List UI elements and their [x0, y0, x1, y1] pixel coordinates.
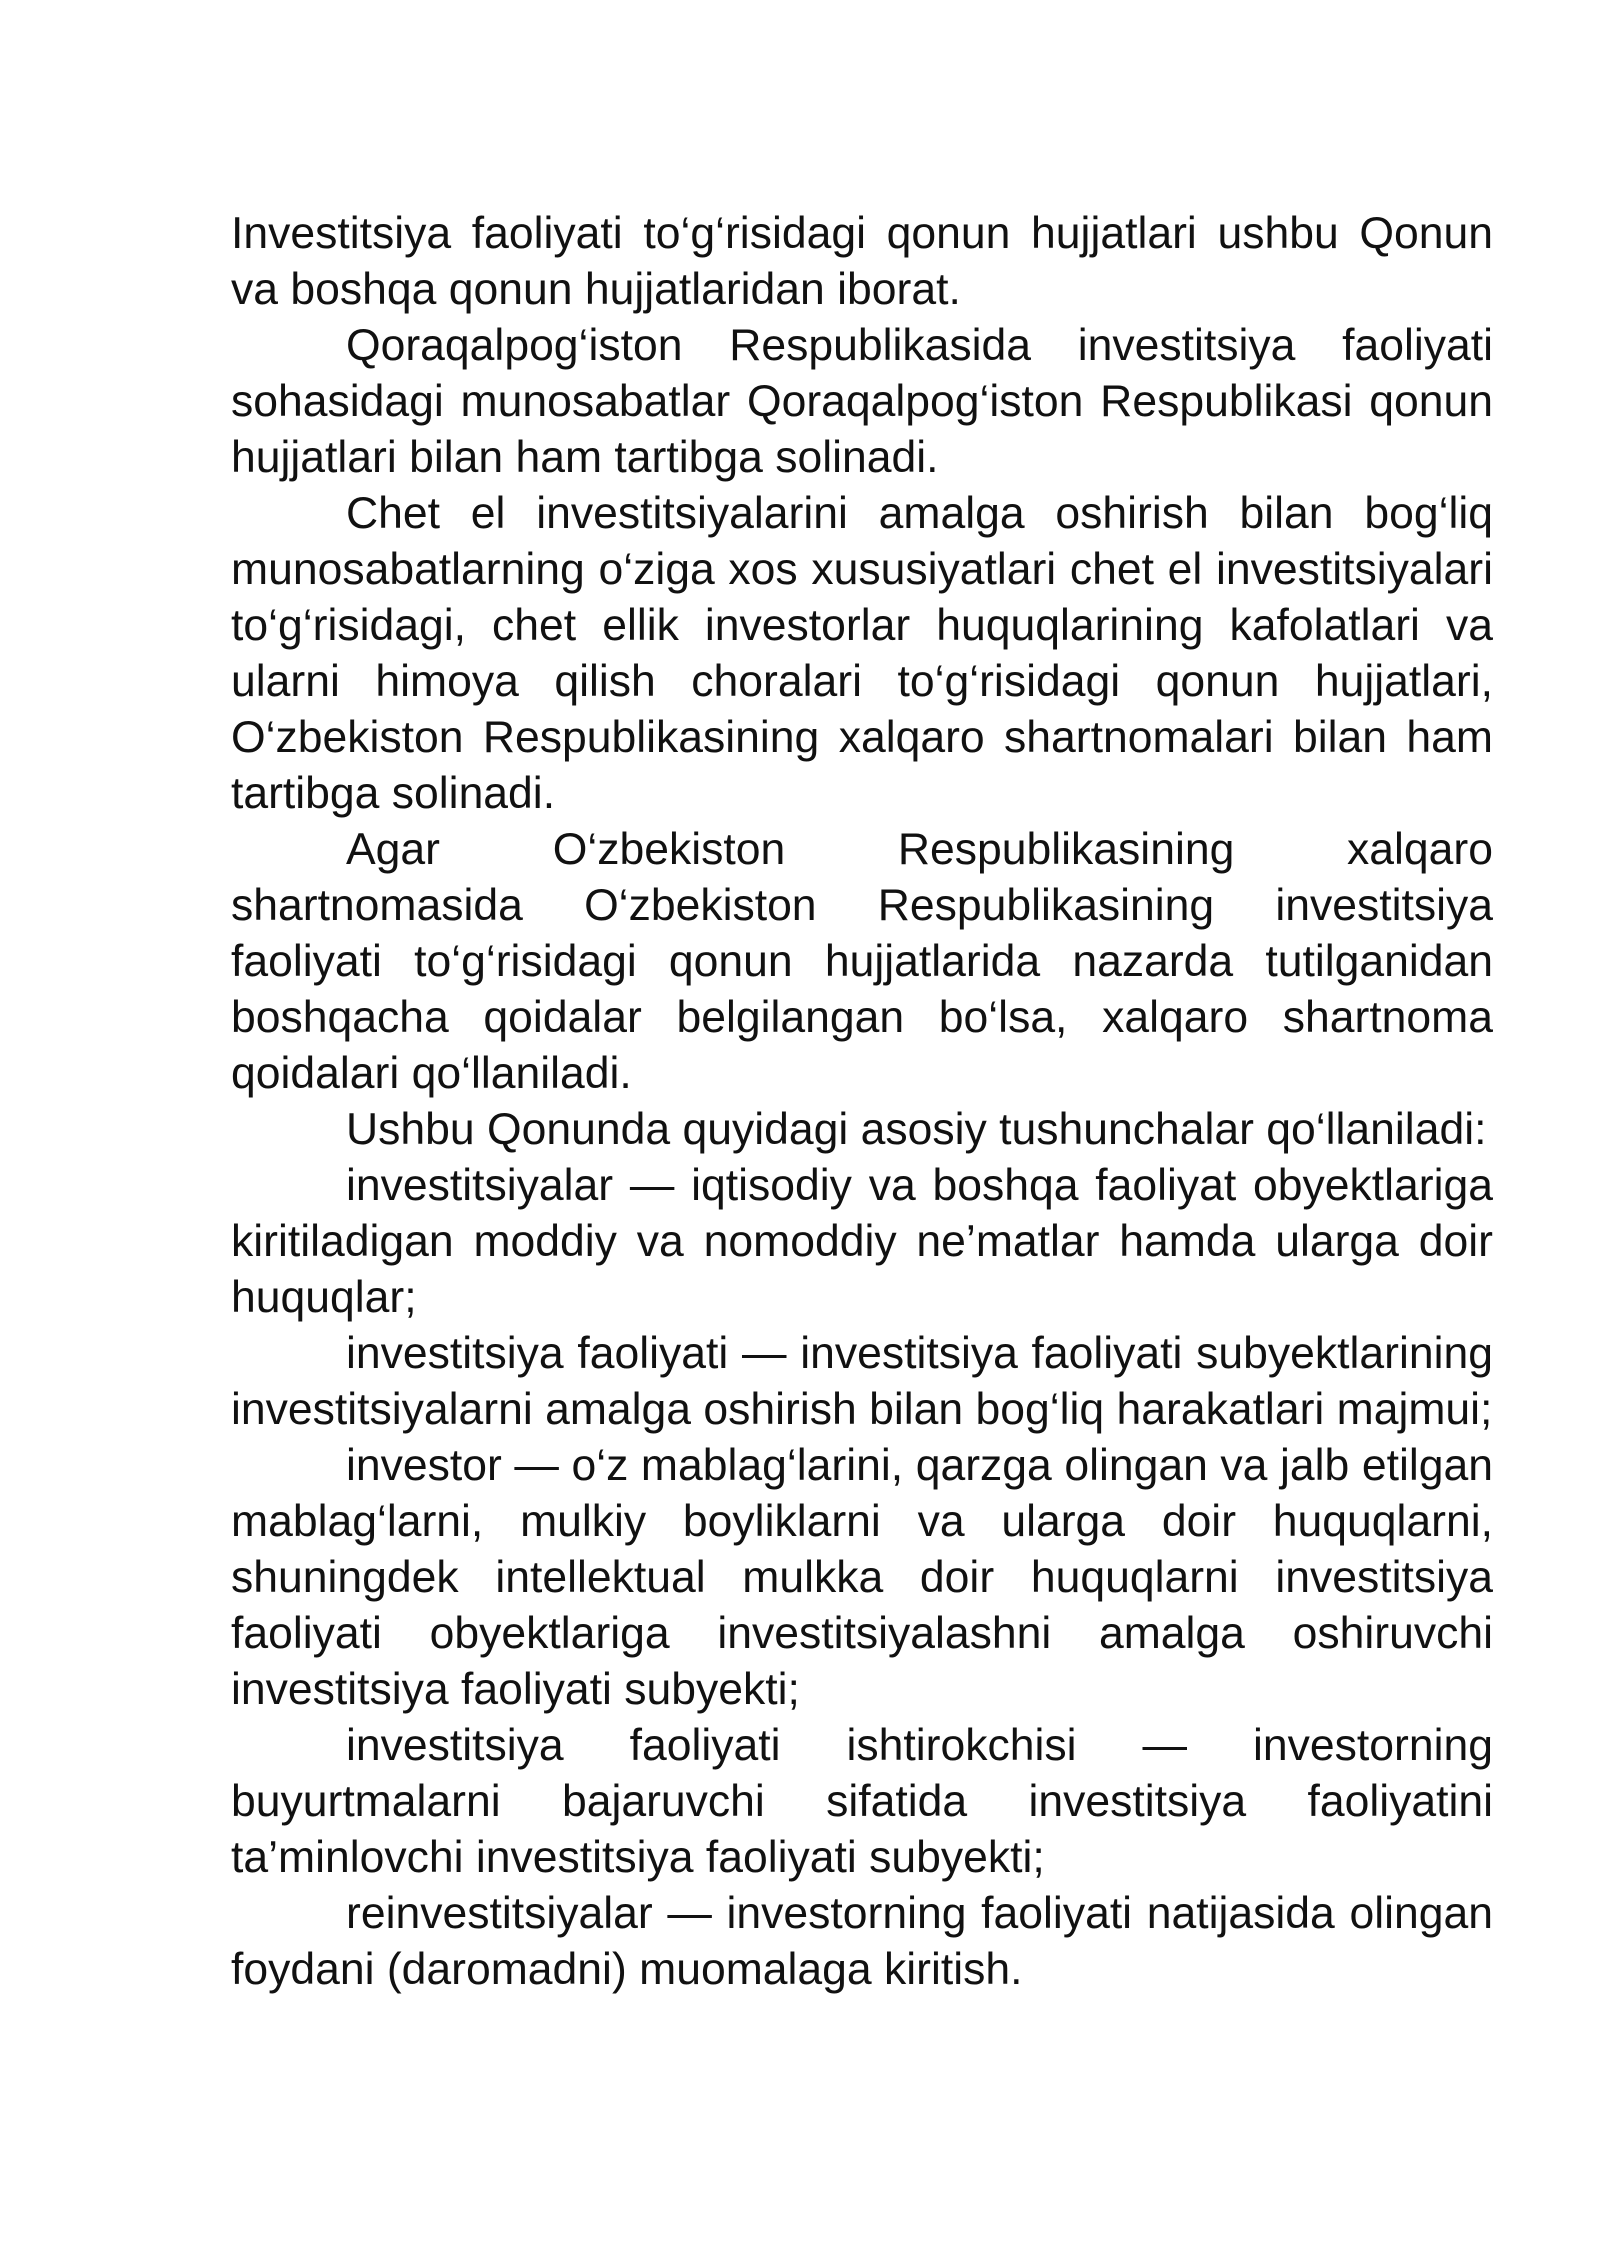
document-body — [231, 206, 1493, 1998]
paragraph-karakalpakstan: Qoraqalpog‘iston Respublikasida investitsiya faoliyati sohasidagi munosabatlar Qoraqalpog‘iston Respublikasi qonun hujjatlari bilan ham tartibga solinadi. — [231, 321, 1493, 482]
definition-investments: investitsiyalar — iqtisodiy va boshqa faoliyat obyektlariga kiritiladigan moddiy va nomoddiy ne’matlar hamda ularga doir huquqlar; — [231, 1161, 1493, 1322]
definition-investment-activity: investitsiya faoliyati — investitsiya faoliyati subyektlarining investitsiyalarni amalga oshirish bilan bog‘liq harakatlari majmui; — [231, 1329, 1493, 1434]
paragraph-foreign-investments: Chet el investitsiyalarini amalga oshirish bilan bog‘liq munosabatlarning o‘ziga xos xususiyatlari chet el investitsiyalari to‘g‘risidagi, chet ellik investorlar huquqlarining kafolatlari va ularni himoya qilish choralari to‘g‘risidagi qonun hujjatlari, O‘zbekiston Respublikasining xalqaro shartnomalari bilan ham tartibga solinadi. — [231, 489, 1493, 818]
paragraph-legislation: Investitsiya faoliyati to‘g‘risidagi qonun hujjatlari ushbu Qonun va boshqa qonun hujjatlaridan iborat. — [231, 209, 1493, 314]
paragraph-international-treaty: Agar O‘zbekiston Respublikasining xalqaro shartnomasida O‘zbekiston Respublikasining investitsiya faoliyati to‘g‘risidagi qonun hujjatlarida nazarda tutilganidan boshqacha qoidalar belgilangan bo‘lsa, xalqaro shartnoma qoidalari qo‘llaniladi. — [231, 825, 1493, 1098]
definition-reinvestments: reinvestitsiyalar — investorning faoliyati natijasida olingan foydani (daromadni) muomalaga kiritish. — [231, 1889, 1493, 1994]
paragraph-basic-concepts: Ushbu Qonunda quyidagi asosiy tushunchalar qo‘llaniladi: — [346, 1105, 1487, 1154]
definition-participant: investitsiya faoliyati ishtirokchisi — investorning buyurtmalarni bajaruvchi sifatida investitsiya faoliyatini ta’minlovchi investitsiya faoliyati subyekti; — [231, 1721, 1493, 1882]
definition-investor: investor — o‘z mablag‘larini, qarzga olingan va jalb etilgan mablag‘larni, mulkiy boyliklarni va ularga doir huquqlarni, shuningdek intellektual mulkka doir huquqlarni investitsiya faoliyati obyektlariga investitsiyalashni amalga oshiruvchi investitsiya faoliyati subyekti; — [231, 1441, 1493, 1714]
